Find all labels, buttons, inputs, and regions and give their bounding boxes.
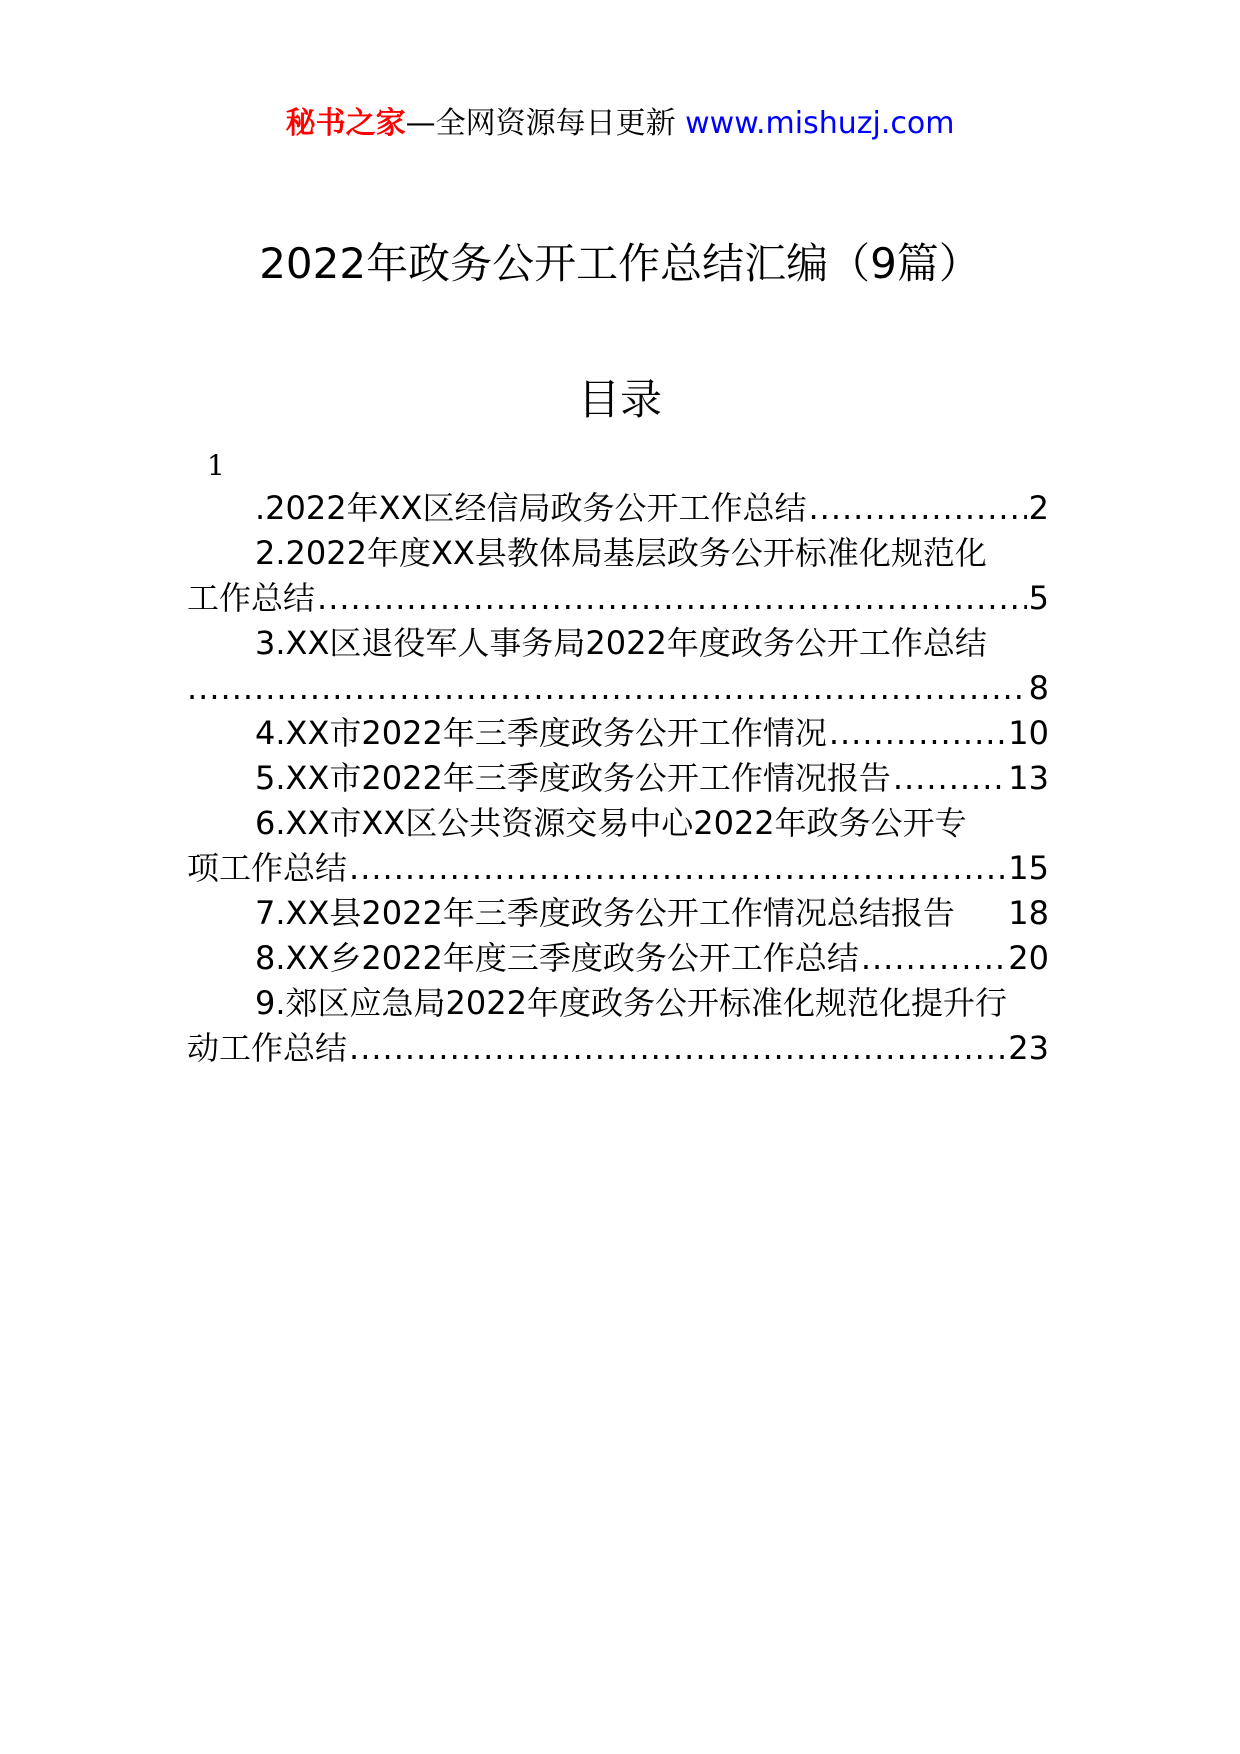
toc-leader-dots — [893, 756, 1006, 801]
toc-entry-page: 10 — [1008, 714, 1049, 752]
brand-name: 秘书之家 — [285, 106, 406, 141]
toc-entry-page: 23 — [1008, 1029, 1049, 1067]
toc-entry-title-cont: 项工作总结 — [187, 849, 348, 887]
toc-entry-continuation[interactable] — [187, 846, 1049, 891]
toc-leader-dots — [808, 486, 1026, 531]
toc-entry-page: 15 — [1008, 849, 1049, 887]
toc-entry-title: 6.XX市XX区公共资源交易中心2022年政务公开专 — [255, 804, 967, 842]
toc-entry[interactable] — [187, 756, 1049, 801]
toc-entry[interactable] — [187, 531, 1049, 576]
toc-entry-page: 20 — [1008, 939, 1049, 977]
document-title: 2022年政务公开工作总结汇编（9篇） — [259, 239, 981, 288]
toc-list-marker: 1 — [207, 449, 225, 482]
toc-entry-continuation[interactable] — [187, 1026, 1049, 1071]
toc-entry-continuation[interactable] — [187, 576, 1049, 621]
toc-leader-dots — [349, 1026, 1006, 1071]
toc-entry-title: 3.XX区退役军人事务局2022年度政务公开工作总结 — [255, 624, 987, 662]
toc-entry[interactable] — [187, 621, 1049, 666]
toc-entry-continuation[interactable] — [187, 666, 1049, 711]
toc-entry-title: 5.XX市2022年三季度政务公开工作情况报告 — [255, 759, 891, 797]
toc-entry-title-cont: 工作总结 — [187, 579, 316, 617]
table-of-contents — [187, 486, 1049, 1071]
toc-entry-title: 2.2022年度XX县教体局基层政务公开标准化规范化 — [255, 534, 987, 572]
toc-entry-page: 2 — [1028, 489, 1049, 527]
toc-entry-title: 9.郊区应急局2022年度政务公开标准化规范化提升行 — [255, 984, 1007, 1022]
toc-entry-title-cont: 动工作总结 — [187, 1029, 348, 1067]
toc-entry[interactable] — [187, 891, 1049, 936]
toc-leader-dots — [861, 936, 1006, 981]
toc-entry-page: 13 — [1008, 759, 1049, 797]
toc-entry-title: 8.XX乡2022年度三季度政务公开工作总结 — [255, 939, 859, 977]
toc-entry[interactable] — [187, 981, 1049, 1026]
toc-entry-page: 18 — [1008, 894, 1049, 932]
toc-leader-dots — [829, 711, 1006, 756]
toc-leader-dots — [317, 576, 1027, 621]
toc-entry-page: 8 — [1028, 669, 1049, 707]
toc-entry-title: 4.XX市2022年三季度政务公开工作情况 — [255, 714, 827, 752]
site-url-link[interactable]: www.mishuzj.com — [685, 106, 955, 141]
toc-entry-title: 7.XX县2022年三季度政务公开工作情况总结报告 — [255, 894, 955, 932]
toc-entry-title: .2022年XX区经信局政务公开工作总结 — [255, 489, 807, 527]
toc-leader-dots — [349, 846, 1006, 891]
toc-entry[interactable] — [187, 486, 1049, 531]
toc-entry-page: 5 — [1028, 579, 1049, 617]
site-slogan: —全网资源每日更新 — [405, 106, 676, 141]
toc-entry[interactable] — [187, 801, 1049, 846]
toc-leader-dots — [187, 666, 1027, 711]
toc-heading: 目录 — [577, 375, 662, 424]
toc-entry[interactable] — [187, 936, 1049, 981]
toc-entry[interactable] — [187, 711, 1049, 756]
site-header — [0, 104, 1240, 144]
